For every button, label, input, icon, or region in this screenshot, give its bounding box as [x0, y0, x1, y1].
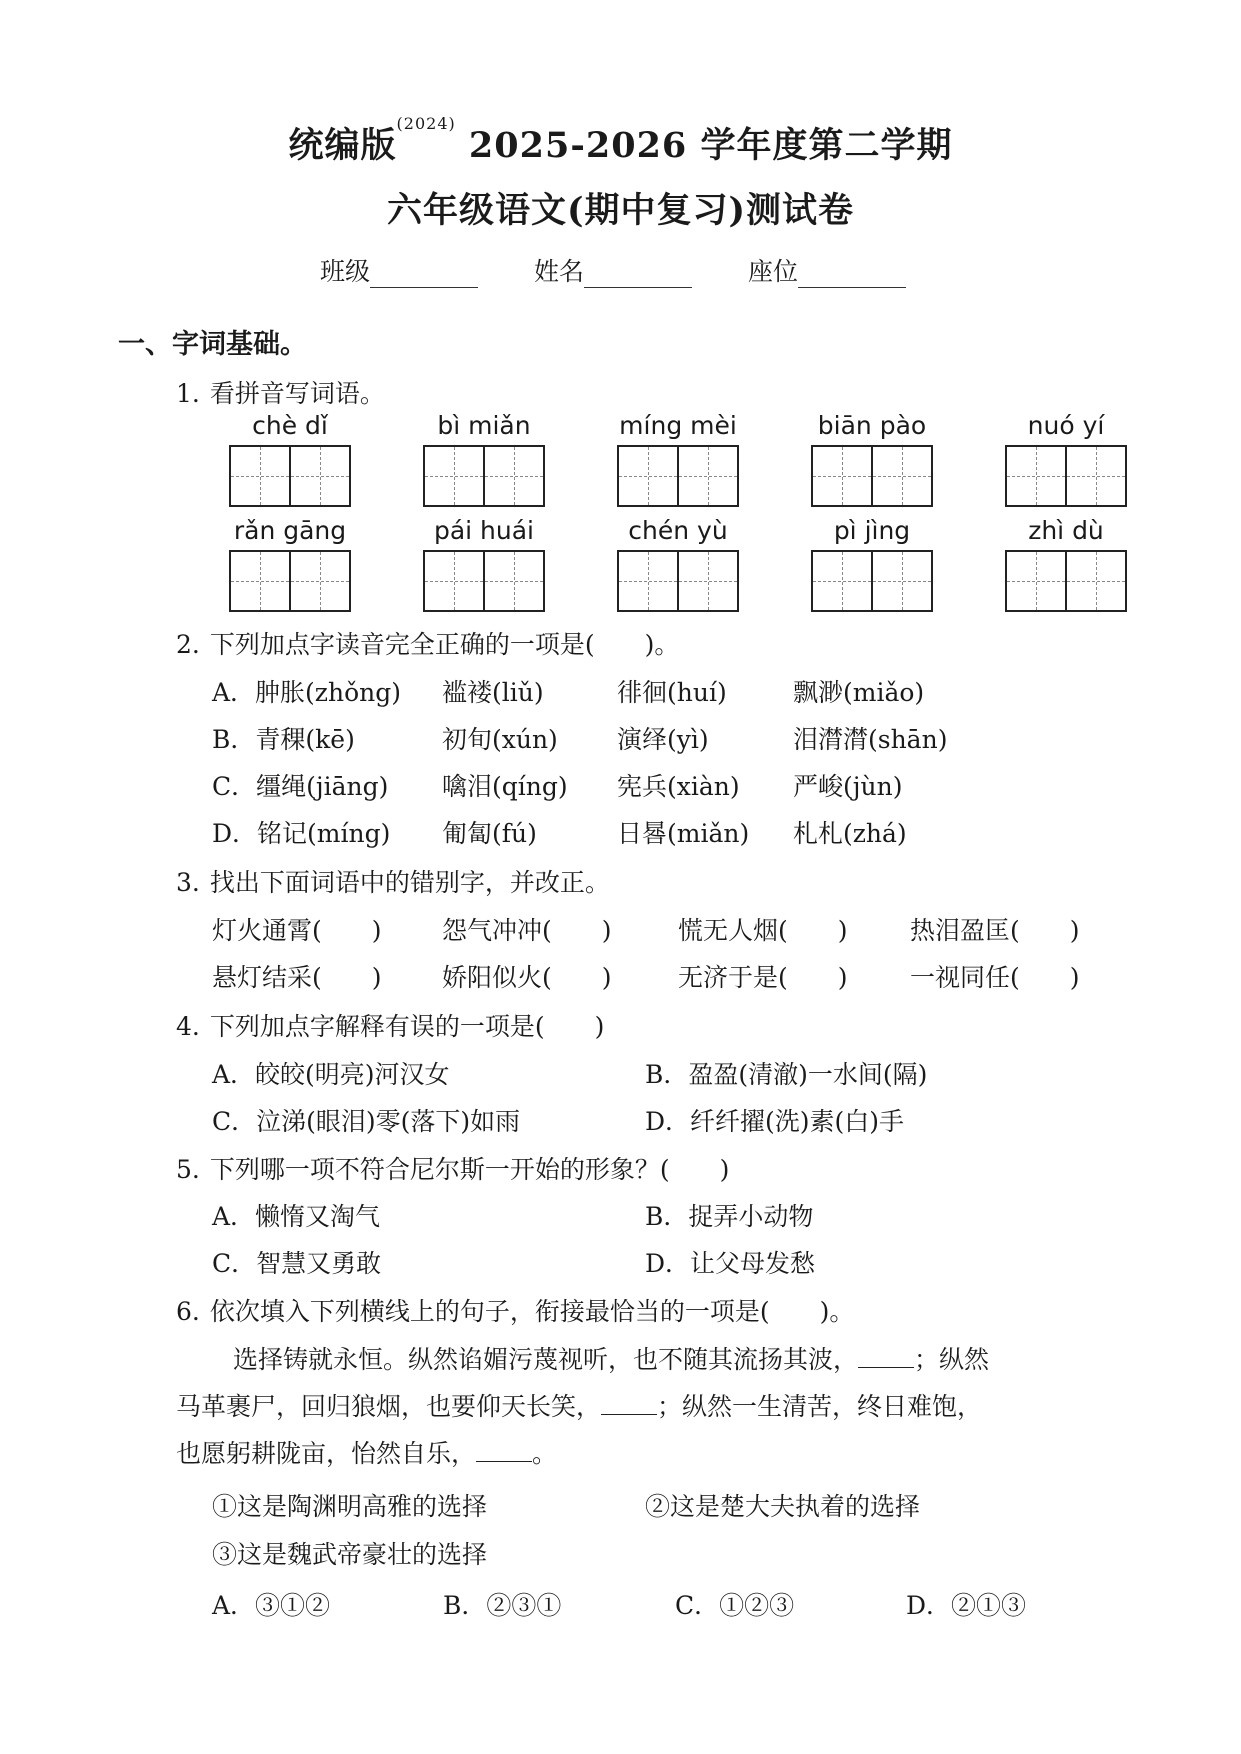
pinyin-label: biān pào — [817, 411, 927, 440]
q2-option-a-2: 褴褛(liǔ) — [442, 678, 544, 707]
title-line-1 — [0, 114, 1241, 168]
q6-blank-1[interactable] — [858, 1345, 914, 1368]
pinyin-item — [423, 409, 545, 507]
pinyin-label: nuó yí — [1027, 411, 1105, 440]
question-6: 6. 依次填入下列横线上的句子，衔接最恰当的一项是( )。 — [176, 1297, 855, 1326]
q2-option-a-1[interactable]: A．肿胀(zhǒng) — [212, 678, 401, 707]
writing-grid[interactable] — [229, 550, 351, 612]
q2-option-b-1[interactable]: B．青稞(kē) — [212, 725, 355, 754]
pinyin-item — [617, 514, 739, 612]
q3-word[interactable]: 一视同任( ) — [910, 963, 1080, 992]
q6-option-b[interactable]: B．②③① — [443, 1591, 562, 1620]
q3-word[interactable]: 热泪盈匡( ) — [910, 916, 1080, 945]
q6-passage-line-3: 也愿躬耕陇亩，怡然自乐， 。 — [176, 1439, 558, 1468]
pinyin-label: pái huái — [433, 516, 535, 545]
pinyin-item — [1005, 514, 1127, 612]
q2-option-a-4: 飘渺(miǎo) — [793, 678, 925, 707]
writing-grid[interactable] — [811, 445, 933, 507]
q4-option-b[interactable]: B．盈盈(清澈)一水间(隔) — [645, 1060, 928, 1089]
writing-grid[interactable] — [811, 550, 933, 612]
q6-passage-line-2: 马革裹尸，回归狼烟，也要仰天长笑， ；纵然一生清苦，终日难饱， — [176, 1392, 983, 1421]
q2-option-b-4: 泪潸潸(shān) — [793, 725, 948, 754]
student-info — [320, 252, 906, 288]
title-publisher: 统编版 — [288, 125, 397, 166]
writing-grid[interactable] — [1005, 550, 1127, 612]
q2-option-d-2: 匍匐(fú) — [442, 819, 537, 848]
q2-option-a-3: 徘徊(huí) — [617, 678, 727, 707]
pinyin-item — [1005, 409, 1127, 507]
q5-option-b[interactable]: B．捉弄小动物 — [645, 1202, 814, 1231]
q5-option-a[interactable]: A．懒惰又淘气 — [212, 1202, 381, 1231]
q2-option-c-4: 严峻(jùn) — [793, 772, 903, 801]
q3-word[interactable]: 娇阳似火( ) — [442, 963, 612, 992]
writing-grid[interactable] — [1005, 445, 1127, 507]
q3-word[interactable]: 悬灯结采( ) — [212, 963, 382, 992]
q6-blank-3[interactable] — [476, 1439, 532, 1462]
pinyin-label: chè dǐ — [252, 411, 328, 440]
q6-blank-2[interactable] — [601, 1392, 657, 1415]
title-term: 2025-2026 学年度第二学期 — [468, 125, 953, 166]
class-blank[interactable] — [370, 261, 478, 288]
pinyin-item — [617, 409, 739, 507]
q2-option-d-3: 日晷(miǎn) — [617, 819, 750, 848]
seat-field: 座位 — [748, 252, 906, 288]
section-title: 一、字词基础。 — [118, 329, 307, 360]
q3-word[interactable]: 慌无人烟( ) — [678, 916, 848, 945]
question-3: 3. 找出下面词语中的错别字，并改正。 — [176, 868, 610, 897]
q5-option-c[interactable]: C．智慧又勇敢 — [212, 1249, 382, 1278]
question-2: 2. 下列加点字读音完全正确的一项是( )。 — [176, 630, 680, 659]
q3-word[interactable]: 怨气冲冲( ) — [442, 916, 612, 945]
q4-option-d[interactable]: D．纤纤擢(洗)素(白)手 — [645, 1107, 905, 1136]
q6-option-d[interactable]: D．②①③ — [906, 1591, 1027, 1620]
title-edition: (2024) — [396, 114, 456, 133]
pinyin-item — [811, 409, 933, 507]
question-1: 1. 看拼音写词语。 — [176, 379, 385, 408]
q3-word[interactable]: 灯火通霄( ) — [212, 916, 382, 945]
q6-sentence-1: ①这是陶渊明高雅的选择 — [212, 1492, 488, 1521]
pinyin-label: míng mèi — [619, 411, 737, 440]
q6-sentence-3: ③这是魏武帝豪壮的选择 — [212, 1540, 488, 1569]
pinyin-item — [229, 409, 351, 507]
pinyin-label: rǎn gāng — [233, 516, 347, 545]
writing-grid[interactable] — [229, 445, 351, 507]
q2-option-c-2: 噙泪(qíng) — [442, 772, 568, 801]
pinyin-item — [423, 514, 545, 612]
q4-option-a[interactable]: A．皎皎(明亮)河汉女 — [212, 1060, 450, 1089]
writing-grid[interactable] — [617, 445, 739, 507]
question-5: 5. 下列哪一项不符合尼尔斯一开始的形象？( ) — [176, 1155, 730, 1184]
q6-sentence-2: ②这是楚大夫执着的选择 — [645, 1492, 921, 1521]
class-field: 班级 — [320, 252, 478, 288]
writing-grid[interactable] — [617, 550, 739, 612]
q2-option-c-3: 宪兵(xiàn) — [617, 772, 740, 801]
q2-option-c-1[interactable]: C．缰绳(jiāng) — [212, 772, 389, 801]
q6-option-a[interactable]: A．③①② — [212, 1591, 331, 1620]
q5-option-d[interactable]: D．让父母发愁 — [645, 1249, 816, 1278]
pinyin-label: pì jìng — [833, 516, 911, 545]
title-line-2: 六年级语文(期中复习)测试卷 — [386, 190, 855, 231]
q6-passage-line-1: 选择铸就永恒。纵然谄媚污蔑视听，也不随其流扬其波， ；纵然 — [233, 1345, 990, 1374]
q2-option-d-4: 札札(zhá) — [793, 819, 907, 848]
q2-option-d-1[interactable]: D．铭记(míng) — [212, 819, 391, 848]
q4-option-c[interactable]: C．泣涕(眼泪)零(落下)如雨 — [212, 1107, 521, 1136]
name-blank[interactable] — [584, 261, 692, 288]
q6-option-c[interactable]: C．①②③ — [675, 1591, 795, 1620]
pinyin-item — [811, 514, 933, 612]
writing-grid[interactable] — [423, 550, 545, 612]
pinyin-label: chén yù — [628, 516, 728, 545]
question-4: 4. 下列加点字解释有误的一项是( ) — [176, 1012, 605, 1041]
pinyin-label: zhì dù — [1028, 516, 1104, 545]
seat-blank[interactable] — [798, 261, 906, 288]
q2-option-b-2: 初旬(xún) — [442, 725, 558, 754]
writing-grid[interactable] — [423, 445, 545, 507]
pinyin-item — [229, 514, 351, 612]
pinyin-label: bì miǎn — [437, 411, 531, 440]
q2-option-b-3: 演绎(yì) — [617, 725, 709, 754]
name-field: 姓名 — [534, 252, 692, 288]
q3-word[interactable]: 无济于是( ) — [678, 963, 848, 992]
